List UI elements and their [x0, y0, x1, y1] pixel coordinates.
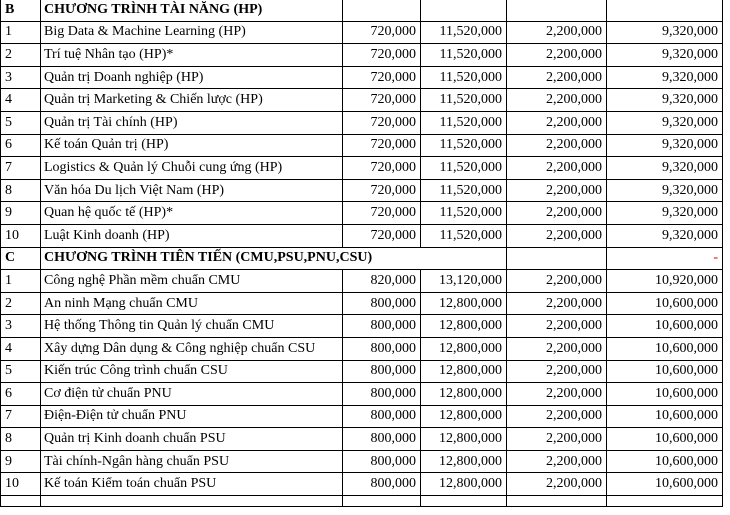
- fee-after-support: 10,600,000: [607, 383, 723, 406]
- semester-fee: 12,800,000: [421, 315, 507, 338]
- row-number: 8: [1, 428, 41, 451]
- semester-fee: 11,520,000: [421, 89, 507, 112]
- semester-fee: 11,520,000: [421, 134, 507, 157]
- empty-cell: [343, 0, 421, 21]
- program-name: An ninh Mạng chuẩn CMU: [41, 292, 343, 315]
- row-number: 2: [1, 292, 41, 315]
- program-name: Kế toán Kiểm toán chuẩn PSU: [41, 473, 343, 496]
- credit-fee: 800,000: [343, 337, 421, 360]
- semester-fee: 12,800,000: [421, 450, 507, 473]
- credit-fee: 720,000: [343, 157, 421, 180]
- credit-fee: 720,000: [343, 89, 421, 112]
- table-row: [1, 157, 723, 180]
- scholarship-amount: 2,200,000: [507, 270, 607, 293]
- scholarship-amount: 2,200,000: [507, 473, 607, 496]
- table-row: [1, 179, 723, 202]
- semester-fee: 12,800,000: [421, 360, 507, 383]
- program-name: Cơ điện tử chuẩn PNU: [41, 383, 343, 406]
- table-row: [1, 224, 723, 247]
- semester-fee: 11,520,000: [421, 21, 507, 44]
- semester-fee: 12,800,000: [421, 473, 507, 496]
- row-number: 3: [1, 315, 41, 338]
- credit-fee: 800,000: [343, 360, 421, 383]
- semester-fee: 12,800,000: [421, 405, 507, 428]
- section-c-code: C: [1, 247, 41, 270]
- section-c-title: CHƯƠNG TRÌNH TIÊN TIẾN (CMU,PSU,PNU,CSU): [41, 247, 507, 270]
- credit-fee: 720,000: [343, 224, 421, 247]
- table-row: [1, 21, 723, 44]
- semester-fee: 11,520,000: [421, 224, 507, 247]
- row-number: 6: [1, 383, 41, 406]
- credit-fee: 800,000: [343, 292, 421, 315]
- credit-fee: 720,000: [343, 134, 421, 157]
- table-row: [1, 270, 723, 293]
- row-number: 3: [1, 66, 41, 89]
- row-number: 8: [1, 179, 41, 202]
- program-name: Kế toán Quản trị (HP): [41, 134, 343, 157]
- scholarship-amount: 2,200,000: [507, 66, 607, 89]
- semester-fee: 12,800,000: [421, 292, 507, 315]
- program-name: Logistics & Quản lý Chuỗi cung ứng (HP): [41, 157, 343, 180]
- fee-after-support: 10,600,000: [607, 428, 723, 451]
- program-name: Hệ thống Thông tin Quản lý chuẩn CMU: [41, 315, 343, 338]
- scholarship-amount: 2,200,000: [507, 179, 607, 202]
- semester-fee: 11,520,000: [421, 44, 507, 67]
- row-number: 7: [1, 157, 41, 180]
- credit-fee: 820,000: [343, 270, 421, 293]
- program-name: Quản trị Kinh doanh chuẩn PSU: [41, 428, 343, 451]
- row-number: 2: [1, 44, 41, 67]
- credit-fee: 720,000: [343, 21, 421, 44]
- row-number: 5: [1, 360, 41, 383]
- section-c: [1, 247, 723, 496]
- program-name: Quản trị Doanh nghiệp (HP): [41, 66, 343, 89]
- program-name: Trí tuệ Nhân tạo (HP)*: [41, 44, 343, 67]
- row-number: 9: [1, 202, 41, 225]
- fee-after-support: 10,600,000: [607, 360, 723, 383]
- row-number: 5: [1, 111, 41, 134]
- scholarship-amount: 2,200,000: [507, 89, 607, 112]
- credit-fee: 800,000: [343, 473, 421, 496]
- program-name: Quan hệ quốc tế (HP)*: [41, 202, 343, 225]
- fee-after-support: 9,320,000: [607, 179, 723, 202]
- partial-row: [1, 496, 723, 507]
- semester-fee: 13,120,000: [421, 270, 507, 293]
- scholarship-amount: 2,200,000: [507, 450, 607, 473]
- fee-after-support: 10,600,000: [607, 405, 723, 428]
- scholarship-amount: 2,200,000: [507, 21, 607, 44]
- section-b-header: [1, 0, 723, 21]
- semester-fee: 12,800,000: [421, 383, 507, 406]
- credit-fee: 720,000: [343, 179, 421, 202]
- scholarship-amount: 2,200,000: [507, 405, 607, 428]
- section-b-title: CHƯƠNG TRÌNH TÀI NĂNG (HP): [41, 0, 343, 21]
- section-c-header: [1, 247, 723, 270]
- credit-fee: 720,000: [343, 111, 421, 134]
- table-row: [1, 473, 723, 496]
- empty-cell: [507, 247, 607, 270]
- fee-after-support: 10,600,000: [607, 292, 723, 315]
- section-c-marker: -: [607, 247, 723, 270]
- scholarship-amount: 2,200,000: [507, 337, 607, 360]
- program-name: Văn hóa Du lịch Việt Nam (HP): [41, 179, 343, 202]
- credit-fee: 800,000: [343, 450, 421, 473]
- credit-fee: 720,000: [343, 202, 421, 225]
- credit-fee: 800,000: [343, 428, 421, 451]
- row-number: 7: [1, 405, 41, 428]
- fee-after-support: 9,320,000: [607, 44, 723, 67]
- row-number: 10: [1, 224, 41, 247]
- row-number: 10: [1, 473, 41, 496]
- semester-fee: 11,520,000: [421, 179, 507, 202]
- row-number: 1: [1, 270, 41, 293]
- scholarship-amount: 2,200,000: [507, 428, 607, 451]
- fee-after-support: 9,320,000: [607, 157, 723, 180]
- table-row: [1, 428, 723, 451]
- empty-cell: [421, 0, 507, 21]
- table-row: [1, 66, 723, 89]
- program-name: Công nghệ Phần mềm chuẩn CMU: [41, 270, 343, 293]
- fee-after-support: 10,600,000: [607, 450, 723, 473]
- semester-fee: 11,520,000: [421, 111, 507, 134]
- table-row: [1, 337, 723, 360]
- scholarship-amount: 2,200,000: [507, 202, 607, 225]
- scholarship-amount: 2,200,000: [507, 360, 607, 383]
- table-row: [1, 44, 723, 67]
- table-row: [1, 134, 723, 157]
- fee-after-support: 9,320,000: [607, 111, 723, 134]
- program-name: Kiến trúc Công trình chuẩn CSU: [41, 360, 343, 383]
- fee-after-support: 9,320,000: [607, 224, 723, 247]
- table-tail: [1, 496, 723, 507]
- semester-fee: 12,800,000: [421, 428, 507, 451]
- scholarship-amount: 2,200,000: [507, 224, 607, 247]
- credit-fee: 800,000: [343, 405, 421, 428]
- fee-after-support: 9,320,000: [607, 202, 723, 225]
- program-name: Quản trị Tài chính (HP): [41, 111, 343, 134]
- empty-cell: [507, 0, 607, 21]
- section-b-code: B: [1, 0, 41, 21]
- semester-fee: 11,520,000: [421, 157, 507, 180]
- scholarship-amount: 2,200,000: [507, 383, 607, 406]
- row-number: 4: [1, 337, 41, 360]
- fee-after-support: 10,600,000: [607, 315, 723, 338]
- program-name: Xây dựng Dân dụng & Công nghiệp chuẩn CSU: [41, 337, 343, 360]
- fee-after-support: 9,320,000: [607, 66, 723, 89]
- semester-fee: 11,520,000: [421, 202, 507, 225]
- program-name: Tài chính-Ngân hàng chuẩn PSU: [41, 450, 343, 473]
- fee-after-support: 9,320,000: [607, 21, 723, 44]
- scholarship-amount: 2,200,000: [507, 44, 607, 67]
- row-number: 1: [1, 21, 41, 44]
- fee-after-support: 10,600,000: [607, 473, 723, 496]
- table-row: [1, 89, 723, 112]
- fee-after-support: 10,600,000: [607, 337, 723, 360]
- fee-after-support: 10,920,000: [607, 270, 723, 293]
- scholarship-amount: 2,200,000: [507, 315, 607, 338]
- program-name: Big Data & Machine Learning (HP): [41, 21, 343, 44]
- row-number: 9: [1, 450, 41, 473]
- program-name: Luật Kinh doanh (HP): [41, 224, 343, 247]
- table-row: [1, 405, 723, 428]
- empty-cell: [607, 0, 723, 21]
- table-row: [1, 292, 723, 315]
- fee-after-support: 9,320,000: [607, 134, 723, 157]
- scholarship-amount: 2,200,000: [507, 157, 607, 180]
- fee-after-support: 9,320,000: [607, 89, 723, 112]
- table-row: [1, 202, 723, 225]
- program-name: Quản trị Marketing & Chiến lược (HP): [41, 89, 343, 112]
- semester-fee: 12,800,000: [421, 337, 507, 360]
- row-number: 4: [1, 89, 41, 112]
- scholarship-amount: 2,200,000: [507, 134, 607, 157]
- table-row: [1, 383, 723, 406]
- section-b: [1, 0, 723, 247]
- scholarship-amount: 2,200,000: [507, 292, 607, 315]
- credit-fee: 800,000: [343, 315, 421, 338]
- semester-fee: 11,520,000: [421, 66, 507, 89]
- credit-fee: 800,000: [343, 383, 421, 406]
- program-name: Điện-Điện tử chuẩn PNU: [41, 405, 343, 428]
- table-row: [1, 360, 723, 383]
- table-row: [1, 111, 723, 134]
- table-row: [1, 315, 723, 338]
- row-number: 6: [1, 134, 41, 157]
- scholarship-amount: 2,200,000: [507, 111, 607, 134]
- credit-fee: 720,000: [343, 44, 421, 67]
- table-row: [1, 450, 723, 473]
- credit-fee: 720,000: [343, 66, 421, 89]
